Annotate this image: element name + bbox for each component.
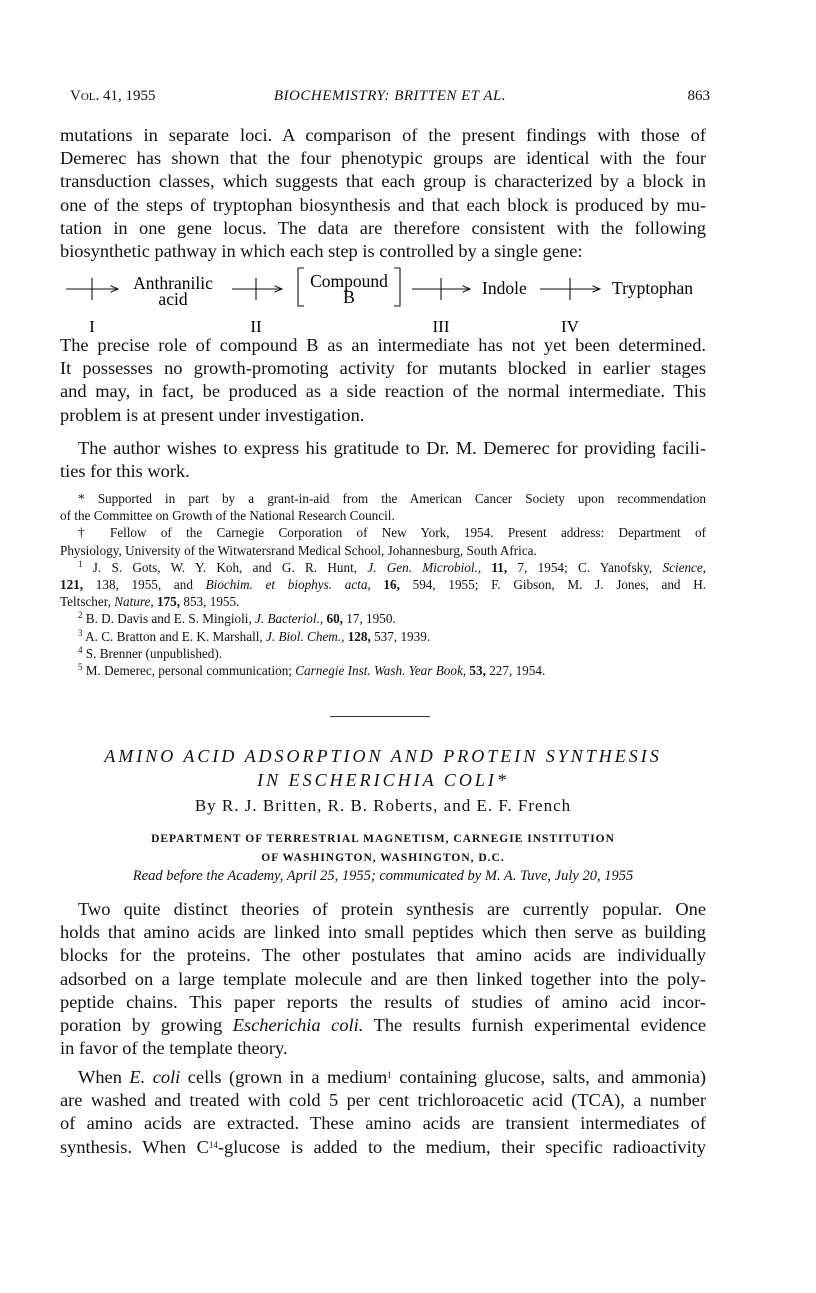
footnote-3: $^3$ A. C. Bratton and E. K. Marshall, J. Biol. Chem., 128, 537, 1939. (78, 627, 431, 644)
title-line-1: AMINO ACID ADSORPTION AND PROTEIN SYNTHESIS (104, 746, 662, 766)
bracket-left (298, 268, 304, 306)
acknowledgement (60, 437, 706, 483)
running-header (70, 88, 710, 110)
footnote-star-cont: of the Committee on Growth of the National Research Council. (60, 508, 395, 524)
step-label-1: I (89, 317, 95, 336)
step-label-2: II (250, 317, 262, 336)
paragraph-2 (60, 334, 706, 427)
anthranilic-label: Anthranilic (133, 273, 213, 293)
text-line: The author wishes to express his gratitude to Dr. M. Demerec for providing facili- (78, 438, 706, 458)
paragraph-1 (60, 124, 706, 263)
footnote-4: $^4$ S. Brenner (unpublished). (78, 644, 223, 661)
footnote-dagger: † Fellow of the Carnegie Corporation of New York, 1954. Present address: Department of (78, 525, 706, 541)
footnote-1-cont: Teltscher, Nature, 175, 853, 1955. (60, 594, 240, 610)
text-line: and may, in fact, be produced as a side reaction of the normal intermediate. This (60, 381, 706, 402)
text-line: mutations in separate loci. A comparison of the present findings with those of (60, 125, 706, 145)
text-line: biosynthetic pathway in which each step is controlled by a single gene: (60, 240, 583, 261)
text-line: adsorbed on a large template molecule and are then linked together into the poly- (60, 968, 706, 989)
arrow-step-3 (412, 278, 470, 300)
step-label-4: IV (561, 317, 579, 336)
text-line: one of the steps of tryptophan biosynthesis and that each block is produced by mu- (60, 194, 706, 215)
compound-label: Compound (310, 271, 388, 291)
tryptophan-label: Tryptophan (612, 278, 694, 298)
step-label-3: III (432, 317, 450, 336)
arrow-step-2 (232, 278, 282, 300)
affiliation-line-2: OF WASHINGTON, WASHINGTON, D.C. (261, 852, 505, 864)
text-line: Demerec has shown that the four phenotypic groups are identical with the four (60, 148, 706, 169)
text-line: problem is at present under investigation. (60, 404, 365, 425)
text-line: ties for this work. (60, 461, 190, 482)
indole-label: Indole (482, 278, 527, 298)
footnote-dagger-cont: Physiology, University of the Witwatersrand Medical School, Johannesburg, South Africa. (60, 542, 537, 558)
footnote-5: $^5$ M. Demerec, personal communication; Carnegie Inst. Wash. Year Book, 53, 227, 1954. (78, 661, 546, 678)
text-line: poration by growing Escherichia coli. The results furnish experimental evidence (60, 1014, 707, 1035)
title-line-2: IN ESCHERICHIA COLI* (257, 770, 509, 790)
compound-b-label: B (343, 287, 355, 307)
text-line: are washed and treated with cold 5 per cent trichloroacetic acid (TCA), a number (60, 1090, 706, 1111)
affiliation (60, 830, 706, 868)
text-line: synthesis. When $C^{14}$-glucose is added to the medium, their specific radioactivity (60, 1136, 707, 1157)
tryptophan-pathway-diagram (60, 262, 720, 338)
footnotes (60, 490, 706, 679)
paragraph-4 (60, 898, 706, 1060)
text-line: holds that amino acids are linked into small peptides which then serve as building (60, 922, 706, 943)
read-before-note: Read before the Academy, April 25, 1955; communicated by M. A. Tuve, July 20, 1955 (132, 868, 634, 884)
text-line: When E. coli cells (grown in a medium$^1$ containing glucose, salts, and ammonia) (78, 1067, 706, 1087)
text-line: Two quite distinct theories of protein synthesis are currently popular. One (78, 899, 706, 919)
paragraph-5 (60, 1066, 706, 1159)
text-line: of amino acids are extracted. These amino acids are transient intermediates of (60, 1113, 706, 1134)
affiliation-line-1: DEPARTMENT OF TERRESTRIAL MAGNETISM, CARNEGIE INSTITUTION (151, 833, 615, 845)
arrow-step-1 (66, 278, 118, 300)
arrow-step-4 (540, 278, 600, 300)
page-number: 863 (687, 88, 710, 104)
byline: By R. J. Britten, R. B. Roberts, and E. F. French (194, 796, 572, 815)
text-line: tation in one gene locus. The data are therefore consistent with the following (60, 217, 706, 238)
text-line: The precise role of compound B as an intermediate has not yet been determined. (60, 335, 706, 355)
text-line: transduction classes, which suggests that each group is characterized by a block in (60, 171, 706, 192)
section-divider (330, 716, 430, 717)
header-title: BIOCHEMISTRY: BRITTEN ET AL. (273, 88, 507, 104)
acid-label: acid (158, 289, 188, 309)
footnote-star: * Supported in part by a grant-in-aid from the American Cancer Society upon recommendation (78, 491, 707, 506)
text-line: It possesses no growth-promoting activity for mutants blocked in earlier stages (60, 358, 706, 379)
text-line: in favor of the template theory. (60, 1038, 288, 1059)
footnote-2: $^2$ B. D. Davis and E. S. Mingioli, J. Bacteriol., 60, 17, 1950. (78, 610, 396, 627)
article-title (60, 744, 706, 792)
text-line: peptide chains. This paper reports the results of studies of amino acid incor- (60, 991, 706, 1012)
header-volume: Vol. 41, 1955 (70, 88, 156, 104)
text-line: blocks for the proteins. The other postulates that amino acids are individually (60, 945, 706, 966)
footnote-1: $^1$ J. S. Gots, W. Y. Koh, and G. R. Hunt, J. Gen. Microbiol., 11, 7, 1954; C. Yanofsky, Science, (78, 558, 707, 575)
bracket-right (394, 268, 400, 306)
footnote-1-cont: 121, 138, 1955, and Biochim. et biophys. acta, 16, 594, 1955; F. Gibson, M. J. Jones, and H. (60, 576, 707, 592)
